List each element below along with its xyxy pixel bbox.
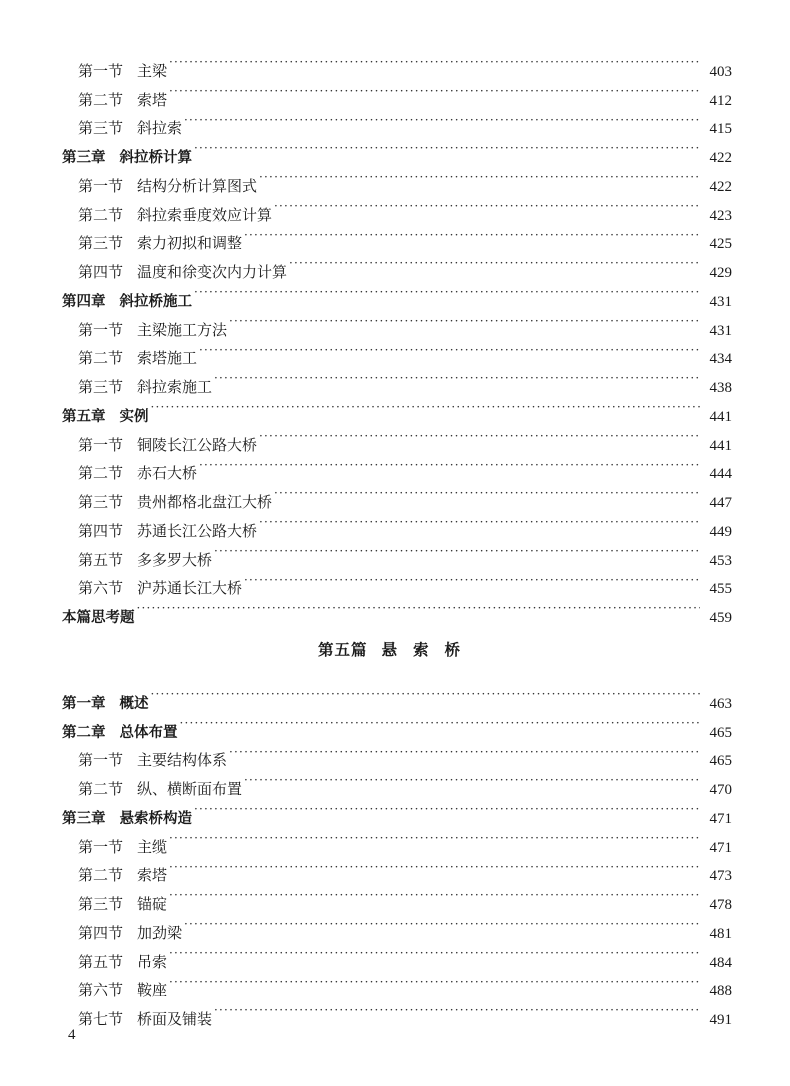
toc-entry-page: 481 <box>709 925 732 942</box>
toc-list-top <box>62 47 732 626</box>
toc-entry-page: 484 <box>709 954 732 971</box>
toc-entry-page: 471 <box>709 810 732 827</box>
toc-entry-title: 结构分析计算图式 <box>137 176 258 195</box>
toc-chapter-row[interactable] <box>62 679 732 712</box>
toc-entry-page: 415 <box>709 121 732 138</box>
toc-entry-page: 491 <box>709 1012 732 1028</box>
toc-entry-title: 吊索 <box>137 952 168 971</box>
toc-entry-label: 第七节 <box>78 1010 124 1028</box>
dot-leader <box>244 765 700 794</box>
toc-entry-label: 第二节 <box>78 464 124 483</box>
toc-entry-label: 第四章 <box>62 293 106 310</box>
toc-entry-title: 索塔 <box>137 90 168 109</box>
dot-leader <box>169 76 700 105</box>
dot-leader <box>169 852 700 881</box>
dot-leader <box>180 708 701 737</box>
toc-entry-title: 锚碇 <box>137 895 168 913</box>
toc-entry-page: 471 <box>709 839 732 856</box>
toc-entry-page: 470 <box>709 782 732 798</box>
dot-leader <box>169 938 700 967</box>
table-of-contents <box>62 47 732 1028</box>
toc-entry-page: 422 <box>709 178 732 195</box>
toc-entry-page: 431 <box>709 322 732 339</box>
toc-entry-title: 索塔施工 <box>137 349 198 368</box>
toc-entry-title: 铜陵长江公路大桥 <box>137 435 258 454</box>
toc-entry-title: 主要结构体系 <box>137 751 228 770</box>
toc-entry-label: 第四节 <box>78 521 124 540</box>
toc-entry-page: 441 <box>709 437 732 454</box>
dot-leader <box>194 133 700 162</box>
toc-entry-label: 第三节 <box>78 119 124 138</box>
dot-leader <box>289 248 700 277</box>
dot-leader <box>274 191 700 220</box>
toc-entry-title: 斜拉索施工 <box>137 378 213 396</box>
toc-entry-page: 449 <box>709 523 732 540</box>
toc-entry-label: 第二节 <box>78 205 124 224</box>
dot-leader <box>194 277 700 306</box>
toc-entry-page: 434 <box>709 351 732 368</box>
dot-leader <box>244 565 700 594</box>
toc-entry-title: 鞍座 <box>137 981 168 1000</box>
toc-entry-page: 423 <box>709 207 732 224</box>
toc-entry-label: 第一节 <box>78 176 124 195</box>
toc-section-row[interactable] <box>62 421 732 454</box>
toc-entry-title: 赤石大桥 <box>137 464 198 483</box>
toc-entry-label: 第一节 <box>78 61 124 80</box>
toc-entry-title: 主缆 <box>137 837 168 856</box>
toc-entry-page: 478 <box>709 897 732 913</box>
toc-entry-label: 第二节 <box>78 90 124 109</box>
dot-leader <box>137 593 701 622</box>
toc-entry-page: 441 <box>709 408 732 425</box>
toc-entry-title: 本篇思考题 <box>62 610 135 626</box>
toc-entry-label: 第二章 <box>62 724 106 741</box>
toc-list-bottom <box>62 679 732 1028</box>
toc-entry-title: 主梁 <box>137 61 168 80</box>
toc-entry-label: 第五章 <box>62 408 106 425</box>
toc-entry-label: 第二节 <box>78 866 124 885</box>
dot-leader <box>184 105 700 134</box>
toc-entry-title: 主梁施工方法 <box>137 320 228 339</box>
toc-entry-title: 斜拉桥施工 <box>119 293 192 310</box>
toc-entry-label: 第一章 <box>62 695 106 712</box>
dot-leader <box>151 679 701 708</box>
toc-entry-label: 第一节 <box>78 837 124 856</box>
toc-entry-label: 第二节 <box>78 349 124 368</box>
toc-entry-page: 429 <box>709 265 732 281</box>
toc-entry-title: 苏通长江公路大桥 <box>137 521 258 540</box>
dot-leader <box>169 880 700 909</box>
dot-leader <box>214 363 700 392</box>
dot-leader <box>214 995 700 1024</box>
part-heading-name: 悬索桥 <box>381 641 477 659</box>
toc-chapter-row[interactable] <box>62 708 732 741</box>
toc-entry-title: 沪苏通长江大桥 <box>137 579 243 598</box>
toc-entry-title: 温度和徐变次内力计算 <box>137 263 288 281</box>
toc-chapter-row[interactable] <box>62 593 732 626</box>
toc-entry-label: 第三章 <box>62 810 106 827</box>
toc-entry-page: 459 <box>709 610 732 626</box>
toc-entry-label: 第三节 <box>78 895 124 913</box>
toc-entry-label: 第二节 <box>78 780 124 798</box>
part-heading-label: 第五篇 <box>317 641 368 659</box>
toc-entry-page: 431 <box>709 293 732 310</box>
toc-entry-title: 斜拉索垂度效应计算 <box>137 205 273 224</box>
toc-entry-label: 第一节 <box>78 320 124 339</box>
dot-leader <box>199 450 700 479</box>
toc-entry-title: 概述 <box>119 695 149 712</box>
toc-entry-page: 438 <box>709 380 732 396</box>
toc-entry-title: 悬索桥构造 <box>119 810 192 827</box>
toc-entry-label: 第五节 <box>78 550 124 569</box>
toc-section-row[interactable] <box>62 47 732 80</box>
dot-leader <box>184 909 700 938</box>
toc-entry-page: 412 <box>709 92 732 109</box>
toc-entry-label: 第三章 <box>62 150 106 166</box>
toc-entry-label: 第一节 <box>78 435 124 454</box>
dot-leader <box>259 421 700 450</box>
toc-entry-page: 488 <box>709 983 732 1000</box>
toc-entry-page: 425 <box>709 236 732 253</box>
toc-entry-title: 加劲梁 <box>137 923 183 942</box>
toc-entry-title: 实例 <box>119 408 149 425</box>
page-number: 4 <box>68 1027 76 1043</box>
toc-entry-title: 索力初拟和调整 <box>137 234 243 253</box>
dot-leader <box>229 306 700 335</box>
toc-entry-label: 第三节 <box>78 234 124 253</box>
toc-entry-label: 第四节 <box>78 263 124 281</box>
toc-entry-label: 第三节 <box>78 493 124 511</box>
dot-leader <box>259 507 700 536</box>
dot-leader <box>169 967 700 996</box>
toc-chapter-row[interactable] <box>62 392 732 425</box>
toc-entry-page: 455 <box>709 581 732 598</box>
toc-entry-label: 第六节 <box>78 579 124 598</box>
toc-entry-page: 465 <box>709 724 732 741</box>
toc-entry-page: 453 <box>709 552 732 569</box>
toc-entry-page: 403 <box>709 63 732 80</box>
dot-leader <box>274 478 700 507</box>
dot-leader <box>199 335 700 364</box>
dot-leader <box>214 536 700 565</box>
toc-entry-label: 第四节 <box>78 923 124 942</box>
part-heading <box>62 622 732 679</box>
toc-entry-title: 斜拉索 <box>137 119 183 138</box>
dot-leader <box>259 162 700 191</box>
toc-entry-title: 纵、横断面布置 <box>137 780 243 798</box>
toc-entry-title: 贵州都格北盘江大桥 <box>137 493 273 511</box>
dot-leader <box>229 737 700 766</box>
dot-leader <box>169 823 700 852</box>
toc-entry-page: 473 <box>709 868 732 885</box>
dot-leader <box>169 47 700 76</box>
toc-entry-label: 第五节 <box>78 952 124 971</box>
toc-entry-title: 索塔 <box>137 866 168 885</box>
toc-entry-title: 斜拉桥计算 <box>119 150 192 166</box>
toc-entry-label: 第一节 <box>78 751 124 770</box>
toc-entry-page: 465 <box>709 753 732 770</box>
toc-entry-page: 422 <box>709 150 732 166</box>
dot-leader <box>151 392 701 421</box>
dot-leader <box>194 794 700 823</box>
toc-entry-title: 总体布置 <box>119 724 178 741</box>
dot-leader <box>244 220 700 249</box>
toc-entry-page: 444 <box>709 466 732 483</box>
toc-entry-title: 桥面及铺装 <box>137 1010 213 1028</box>
toc-entry-title: 多多罗大桥 <box>137 550 213 569</box>
toc-entry-page: 447 <box>709 495 732 511</box>
toc-entry-label: 第六节 <box>78 981 124 1000</box>
toc-entry-page: 463 <box>709 695 732 712</box>
toc-entry-label: 第三节 <box>78 378 124 396</box>
